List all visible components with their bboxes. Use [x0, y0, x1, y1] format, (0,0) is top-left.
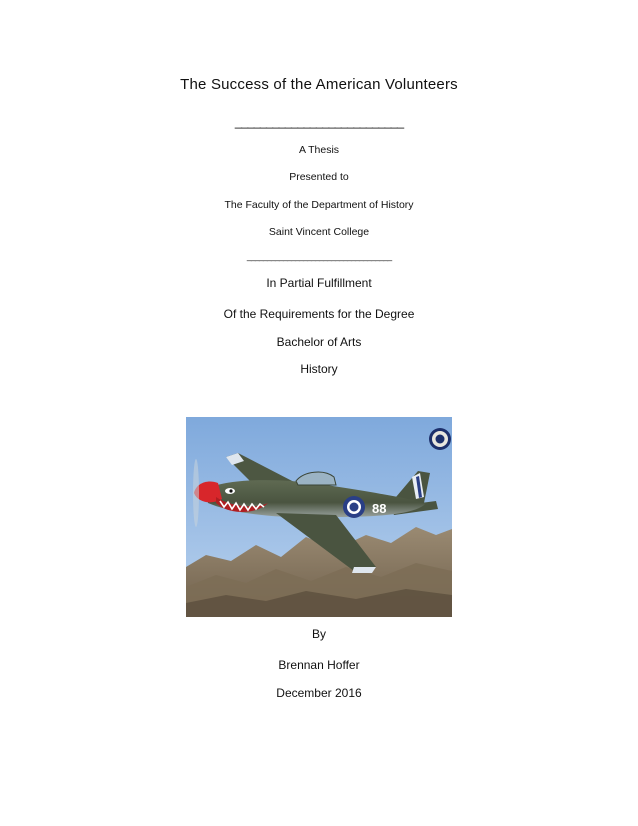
aircraft-illustration — [186, 417, 452, 617]
separator-line-middle: ____________________________________ — [246, 251, 392, 261]
thesis-title: The Success of the American Volunteers — [180, 76, 458, 93]
college-seal-icon — [429, 428, 451, 450]
author-name: Brennan Hoffer — [278, 658, 360, 672]
thesis-label: A Thesis — [298, 144, 340, 156]
roundel-icon — [343, 496, 365, 518]
separator-line-top: ___________________________ — [234, 114, 404, 129]
by-label: By — [311, 627, 326, 641]
faculty-text: The Faculty of the Department of History — [224, 199, 414, 211]
degree-text: Bachelor of Arts — [276, 335, 362, 349]
submission-date: December 2016 — [276, 686, 362, 700]
requirements-text: Of the Requirements for the Degree — [223, 307, 415, 321]
presented-to-text: Presented to — [289, 171, 349, 183]
college-name: Saint Vincent College — [268, 226, 370, 238]
fulfillment-text: In Partial Fulfillment — [266, 276, 372, 290]
aircraft-number: 88 — [372, 501, 387, 516]
major-text: History — [300, 362, 338, 376]
p40-warhawk-photo — [186, 417, 452, 617]
